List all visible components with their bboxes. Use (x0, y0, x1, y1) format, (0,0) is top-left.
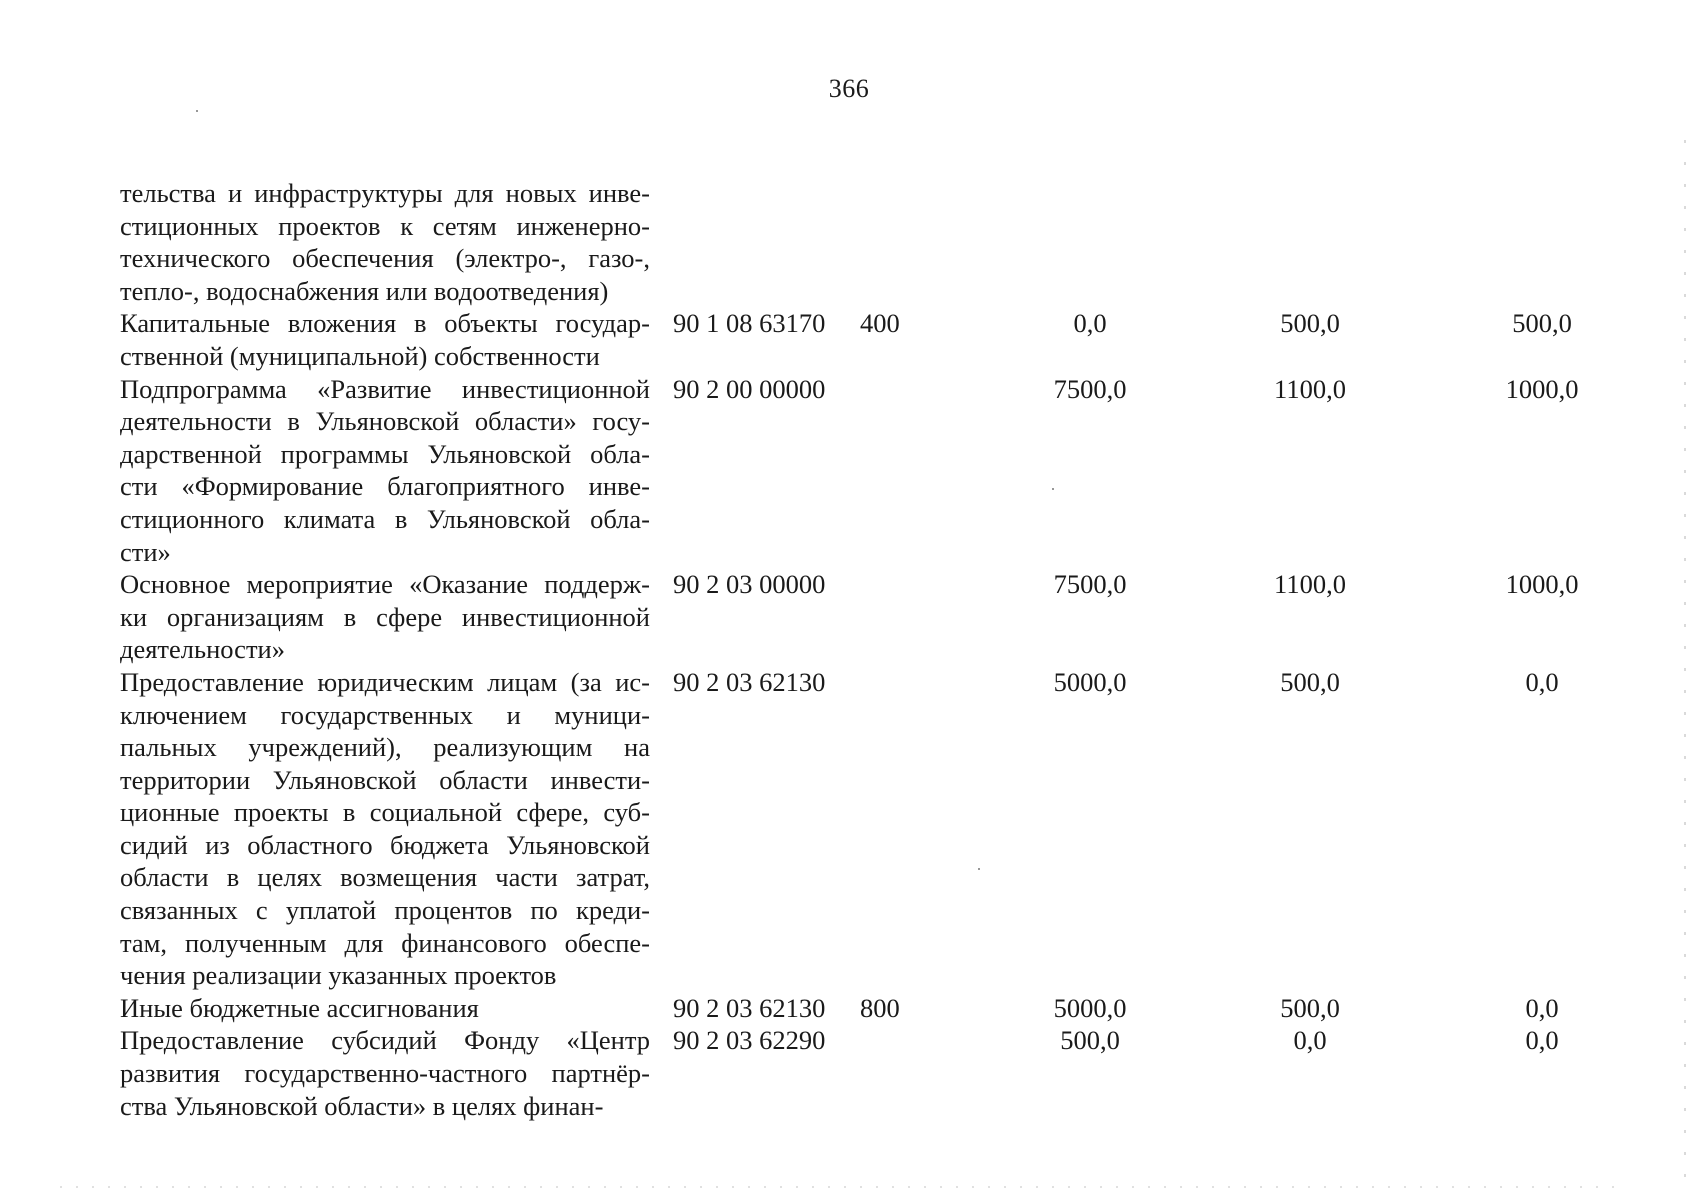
description-line: Основное мероприятие «Оказание поддерж- (120, 569, 650, 600)
amount-year-3: 1000,0 (1505, 373, 1579, 404)
amount-year-3: 0,0 (1525, 666, 1559, 697)
row-description (120, 373, 650, 569)
expense-type-code: 400 (860, 308, 900, 339)
description-line: технического обеспечения (электро-, газо-, (120, 243, 650, 274)
amount-year-1: 7500,0 (1053, 373, 1127, 404)
amount-year-2: 1100,0 (1274, 373, 1346, 404)
description-line: сти» (120, 536, 171, 567)
scan-speck (196, 110, 198, 112)
target-article-code: 90 2 03 62130 (673, 666, 826, 697)
description-line: связанных с уплатой процентов по креди- (120, 895, 650, 926)
amount-year-3: 0,0 (1525, 1025, 1559, 1056)
amount-year-1: 7500,0 (1053, 569, 1127, 600)
page-number: 366 (828, 74, 870, 103)
amount-year-1: 5000,0 (1053, 992, 1127, 1023)
amount-year-2: 500,0 (1280, 666, 1340, 697)
description-line: ки организациям в сфере инвестиционной (120, 601, 650, 632)
target-article-code: 90 2 00 00000 (673, 373, 826, 404)
row-description (120, 307, 650, 372)
description-line: Иные бюджетные ассигнования (120, 992, 479, 1023)
scan-artifact-bottom (60, 1186, 1620, 1188)
amount-year-3: 1000,0 (1505, 569, 1579, 600)
scan-artifact-edge (1684, 140, 1686, 1180)
budget-table (120, 177, 1579, 1122)
description-line: пальных учреждений), реализующим на (120, 732, 650, 763)
description-line: тепло-, водоснабжения или водоотведения) (120, 275, 609, 306)
target-article-code: 90 2 03 00000 (673, 569, 826, 600)
description-line: тельства и инфраструктуры для новых инве- (120, 178, 650, 208)
description-line: ственной (муниципальной) собственности (120, 340, 600, 371)
description-line: деятельности в Ульяновской области» госу- (120, 406, 650, 437)
description-line: ключением государственных и муници- (120, 699, 650, 730)
table-row (120, 177, 1520, 307)
row-description (120, 1024, 650, 1122)
table-row (120, 1024, 1559, 1122)
row-description (120, 568, 650, 666)
description-line: Предоставление субсидий Фонду «Центр (120, 1025, 650, 1056)
description-line: Предоставление юридическим лицам (за ис- (120, 666, 650, 697)
amount-year-1: 500,0 (1060, 1025, 1120, 1056)
description-line: области в целях возмещения части затрат, (120, 862, 650, 893)
amount-year-3: 0,0 (1525, 992, 1559, 1023)
description-line: ства Ульяновской области» в целях финан- (120, 1090, 604, 1121)
table-row (120, 992, 1559, 1025)
expense-type-code: 800 (860, 992, 900, 1023)
amount-year-2: 1100,0 (1274, 569, 1346, 600)
description-line: Капитальные вложения в объекты государ- (120, 308, 650, 339)
row-description (120, 177, 650, 307)
description-line: там, полученным для финансового обеспе- (120, 927, 650, 958)
description-line: чения реализации указанных проектов (120, 960, 557, 991)
scan-speck (978, 868, 980, 870)
table-row (120, 568, 1579, 666)
target-article-code: 90 1 08 63170 (673, 308, 826, 339)
table-row (120, 373, 1579, 569)
amount-year-1: 0,0 (1073, 308, 1107, 339)
amount-year-3: 500,0 (1512, 308, 1572, 339)
description-line: сти «Формирование благоприятного инве- (120, 471, 650, 502)
row-description (120, 992, 650, 1025)
target-article-code: 90 2 03 62130 (673, 992, 826, 1023)
scan-speck (1052, 488, 1054, 490)
amount-year-1: 5000,0 (1053, 666, 1127, 697)
amount-year-2: 500,0 (1280, 992, 1340, 1023)
description-line: ционные проекты в социальной сфере, суб- (120, 797, 650, 828)
description-line: развития государственно-частного партнёр- (120, 1058, 650, 1089)
description-line: территории Ульяновской области инвести- (120, 764, 650, 795)
amount-year-2: 0,0 (1293, 1025, 1327, 1056)
description-line: стиционного климата в Ульяновской обла- (120, 503, 650, 534)
description-line: деятельности» (120, 634, 285, 665)
table-row (120, 307, 1572, 372)
description-line: Подпрограмма «Развитие инвестиционной (120, 373, 650, 404)
description-line: дарственной программы Ульяновской обла- (120, 438, 650, 469)
table-row (120, 666, 1559, 992)
target-article-code: 90 2 03 62290 (673, 1025, 826, 1056)
description-line: сидий из областного бюджета Ульяновской (120, 829, 650, 860)
row-description (120, 666, 650, 992)
amount-year-2: 500,0 (1280, 308, 1340, 339)
description-line: стиционных проектов к сетям инженерно- (120, 210, 650, 241)
